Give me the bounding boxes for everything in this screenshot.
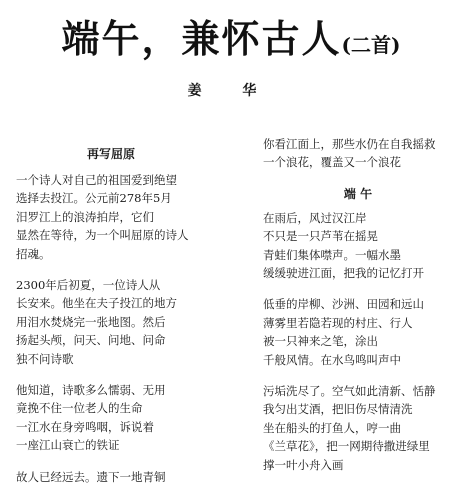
poem-line: 被一只神来之笔，涂出 xyxy=(263,334,378,349)
poem-line: 撑一叶小舟入画 xyxy=(263,457,344,472)
author-name: 姜 华 xyxy=(187,83,275,99)
title-main: 端午，兼怀古人 xyxy=(61,16,342,61)
poem-line: 长安来。他坐在夫子投江的地方 xyxy=(16,296,177,311)
poem-line: 在雨后，风过汉江岸 xyxy=(263,210,367,225)
poem-line: 一江水在身旁鸣咽，诉说着 xyxy=(16,419,154,434)
right-column xyxy=(263,135,458,487)
poem1-continuation xyxy=(263,135,458,172)
poem2-title: 端 午 xyxy=(343,186,373,201)
poem-line: 低垂的岸柳、沙洲、田园和远山 xyxy=(263,297,424,312)
poem-line: 2300年后初夏，一位诗人从 xyxy=(16,278,161,293)
poem-line: 青蛙们集体噤声。一幅水墨 xyxy=(263,247,401,262)
page-title xyxy=(0,8,462,63)
poem-line: 一个浪花，覆盖又一个浪花 xyxy=(263,155,401,170)
poem-line: 一个诗人对自己的祖国爱到绝望 xyxy=(16,173,177,187)
poem-line: 千般风情。在水鸟鸣叫声中 xyxy=(263,352,401,367)
poem2-stanza xyxy=(263,209,458,283)
poem-line: 独不问诗歌 xyxy=(16,351,74,366)
poem-line: 《兰草花》，把一网期待撒进绿里 xyxy=(263,439,430,454)
title-subtitle: (二首) xyxy=(341,33,401,57)
left-column xyxy=(16,145,236,499)
poem-line: 选择去投江。公元前278年5月 xyxy=(16,191,172,206)
poem2-stanza xyxy=(263,382,458,474)
poem-line: 故人已经远去。遗下一地青铜 xyxy=(16,469,166,484)
poem1-stanza xyxy=(16,171,236,263)
poem-line: 我匀出艾酒，把旧伤尽情清洗 xyxy=(263,402,413,417)
poem-line: 显然在等待，为一个叫屈原的诗人 xyxy=(16,228,189,243)
poem-line: 招魂。 xyxy=(16,246,51,261)
poem2-stanza xyxy=(263,295,458,369)
poem-line: 竟挽不住一位老人的生命 xyxy=(16,401,143,416)
poem-line: 一座江山衰亡的铁证 xyxy=(16,438,120,453)
poem-line: 汨罗江上的浪涛拍岸，它们 xyxy=(16,209,154,224)
poem-line: 污垢洗尽了。空气如此清新、恬静 xyxy=(263,384,436,399)
poem-line: 你看江面上，那些水仍在自我摇救 xyxy=(263,137,436,151)
poem1-stanza xyxy=(16,381,236,455)
poem1-title: 再写屈原 xyxy=(86,147,135,161)
poem-line: 他知道，诗歌多么懦弱、无用 xyxy=(16,383,166,398)
poem-line: 不只是一只芦苇在摇晃 xyxy=(263,229,378,244)
poem-line: 薄雾里若隐若现的村庄、行人 xyxy=(263,315,413,330)
poem1-stanza xyxy=(16,468,236,486)
poem-line: 坐在船头的打鱼人，哼一曲 xyxy=(263,420,401,435)
poem-line: 扬起头颅，问天、问地、问命 xyxy=(16,333,166,348)
poem1-stanza xyxy=(16,276,236,368)
poem-line: 缓缓驶进江面，把我的记忆打开 xyxy=(263,266,424,281)
poem-line: 用泪水焚烧完一张地图。然后 xyxy=(16,314,166,329)
